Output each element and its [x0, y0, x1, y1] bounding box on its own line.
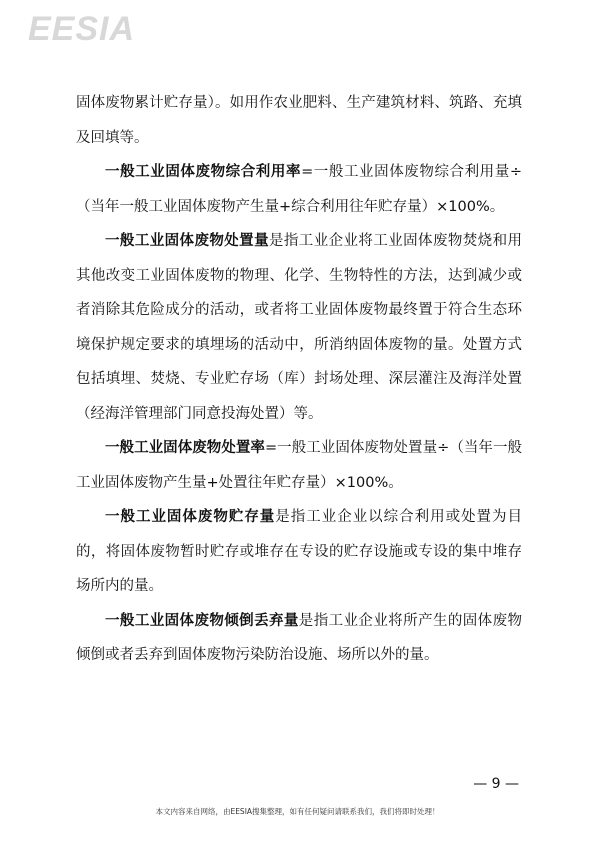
paragraph-term: 一般工业固体废物倾倒丢弃量 — [105, 612, 299, 629]
eesia-logo: EESIA — [28, 10, 136, 48]
paragraph-text: =一般工业固体废物处置量÷（当年一般工业固体废物产生量+处置往年贮存量）×100%。 — [76, 440, 522, 491]
page-number — [0, 774, 595, 794]
paragraph-disposal-rate — [76, 431, 522, 500]
paragraph-dumping-amount — [76, 604, 522, 673]
paragraph-continuation — [76, 86, 522, 155]
paragraph-term: 一般工业固体废物综合利用率 — [105, 164, 302, 180]
paragraph-term: 一般工业固体废物贮存量 — [105, 509, 276, 525]
paragraph-utilization-rate — [76, 155, 522, 224]
paragraph-storage-amount — [76, 500, 522, 604]
paragraph-term: 一般工业固体废物处置率 — [105, 440, 265, 456]
document-body — [76, 86, 522, 673]
paragraph-disposal-amount — [76, 224, 522, 431]
paragraph-text: =一般工业固体废物综合利用量÷（当年一般工业固体废物产生量+综合利用往年贮存量）×100%。 — [76, 164, 522, 215]
page-number-text: — 9 — — [473, 776, 519, 792]
paragraph-text: 是指工业企业将所产生的固体废物倾倒或者丢弃到固体废物污染防治设施、场所以外的量。 — [76, 612, 522, 663]
paragraph-text: 是指工业企业将工业固体废物焚烧和用其他改变工业固体废物的物理、化学、生物特性的方法，达到减少或者消除其危险成分的活动，或者将工业固体废物最终置于符合生态环境保护规定要求的填埋场的活动中，所消纳固体废物的量。处置方式包括填埋、焚烧、专业贮存场（库）封场处理、深层灌注及海洋处置（经海洋管理部门同意投海处置）等。 — [76, 233, 523, 422]
paragraph-text: 固体废物累计贮存量）。如用作农业肥料、生产建筑材料、筑路、充填及回填等。 — [76, 95, 522, 146]
paragraph-text: 是指工业企业以综合利用或处置为目的，将固体废物暂时贮存或堆存在专设的贮存设施或专设的集中堆存场所内的量。 — [76, 509, 523, 594]
footer-note: 本文内容来自网络，由EESIA搜集整理，如有任何疑问请联系我们，我们将即时处理！ — [155, 807, 440, 816]
paragraph-term: 一般工业固体废物处置量 — [105, 233, 269, 249]
